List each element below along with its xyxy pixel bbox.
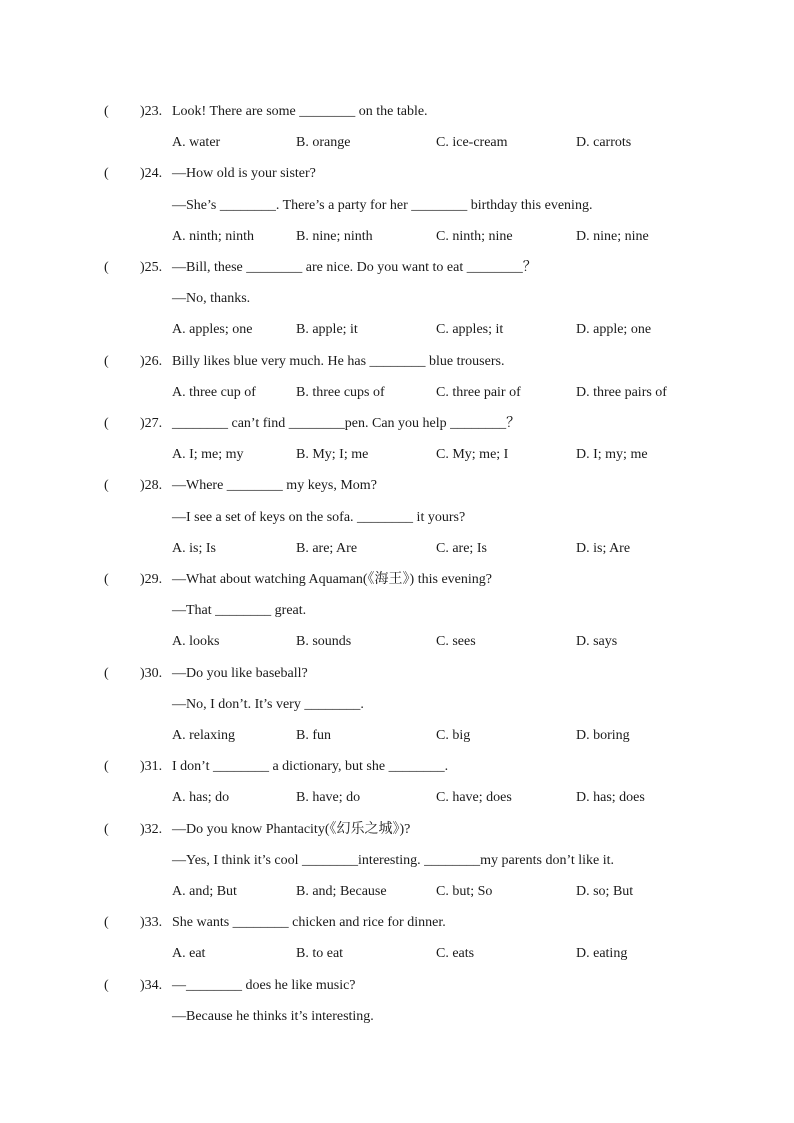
question-number: )27. — [140, 416, 163, 431]
option-c[interactable]: C. sees — [436, 634, 476, 650]
question-number: )26. — [140, 353, 163, 369]
answer-paren-open[interactable]: ( — [104, 665, 109, 681]
option-c[interactable]: C. eats — [436, 946, 475, 962]
question-number: )32. — [140, 821, 163, 837]
option-b[interactable]: B. nine; ninth — [296, 228, 373, 244]
question-number: )29. — [140, 572, 163, 587]
answer-paren-open[interactable]: ( — [104, 977, 109, 993]
question-number: )24. — [140, 166, 163, 182]
question-text: —I see a set of keys on the sofa. ________ it yours? — [172, 509, 466, 525]
option-d[interactable]: D. boring — [576, 728, 630, 743]
answer-paren-open[interactable]: ( — [104, 821, 109, 837]
option-d[interactable]: D. has; does — [576, 790, 645, 806]
option-b[interactable]: B. fun — [296, 728, 331, 743]
question-text: —Do you know Phantacity(《幻乐之城》)? — [172, 821, 411, 837]
option-b[interactable]: B. to eat — [296, 946, 344, 962]
option-d[interactable]: D. apple; one — [576, 322, 652, 338]
option-a[interactable]: A. I; me; my — [172, 447, 244, 463]
option-a[interactable]: A. apples; one — [172, 322, 253, 338]
question-number: )25. — [140, 260, 163, 275]
option-c[interactable]: C. big — [436, 728, 471, 743]
question-text: —No, thanks. — [172, 291, 251, 307]
option-a[interactable]: A. has; do — [172, 790, 230, 806]
option-a[interactable]: A. relaxing — [172, 728, 235, 743]
option-d[interactable]: D. eating — [576, 946, 628, 962]
option-c[interactable]: C. have; does — [436, 790, 512, 806]
question-text: ________ can’t find ________pen. Can you help ________？ — [172, 416, 521, 431]
question-number: )23. — [140, 104, 163, 119]
question-text: —She’s ________. There’s a party for her ________ birthday this evening. — [172, 197, 593, 213]
question-number: )30. — [140, 665, 163, 681]
option-a[interactable]: A. ninth; ninth — [172, 228, 255, 244]
option-d[interactable]: D. nine; nine — [576, 228, 649, 244]
option-b[interactable]: B. sounds — [296, 634, 352, 650]
answer-paren-open[interactable]: ( — [104, 166, 109, 182]
question-number: )28. — [140, 478, 163, 494]
option-a[interactable]: A. water — [172, 135, 221, 151]
answer-paren-open[interactable]: ( — [104, 478, 109, 494]
question-text: —Yes, I think it’s cool ________interesting. ________my parents don’t like it. — [172, 852, 615, 868]
option-c[interactable]: C. My; me; I — [436, 447, 509, 463]
answer-paren-open[interactable]: ( — [104, 416, 109, 431]
option-b[interactable]: B. three cups of — [296, 384, 385, 400]
option-a[interactable]: A. eat — [172, 946, 206, 962]
question-number: )31. — [140, 759, 163, 775]
answer-paren-open[interactable]: ( — [104, 915, 109, 931]
option-a[interactable]: A. is; Is — [172, 540, 216, 556]
question-text: —Where ________ my keys, Mom? — [172, 478, 377, 494]
question-text: —Because he thinks it’s interesting. — [172, 1008, 374, 1024]
option-a[interactable]: A. and; But — [172, 884, 237, 899]
option-a[interactable]: A. looks — [172, 634, 220, 650]
question-text: She wants ________ chicken and rice for dinner. — [172, 915, 446, 931]
option-c[interactable]: C. ninth; nine — [436, 228, 513, 244]
option-a[interactable]: A. three cup of — [172, 384, 256, 400]
question-text: —How old is your sister? — [172, 166, 316, 182]
option-d[interactable]: D. carrots — [576, 135, 632, 151]
option-d[interactable]: D. three pairs of — [576, 384, 667, 400]
answer-paren-open[interactable]: ( — [104, 572, 109, 587]
option-d[interactable]: D. I; my; me — [576, 447, 648, 463]
question-text: —Do you like baseball? — [172, 665, 308, 681]
question-text: —What about watching Aquaman(《海王》) this evening? — [172, 572, 492, 587]
question-text: Look! There are some ________ on the table. — [172, 104, 428, 119]
option-d[interactable]: D. is; Are — [576, 540, 631, 556]
option-b[interactable]: B. have; do — [296, 790, 361, 806]
question-text: —That ________ great. — [172, 603, 307, 619]
option-d[interactable]: D. says — [576, 634, 618, 650]
option-b[interactable]: B. apple; it — [296, 322, 358, 338]
option-b[interactable]: B. orange — [296, 135, 351, 151]
option-b[interactable]: B. and; Because — [296, 884, 387, 899]
question-text: —________ does he like music? — [172, 977, 356, 993]
question-text: —Bill, these ________ are nice. Do you want to eat ________？ — [172, 260, 537, 275]
question-text: I don’t ________ a dictionary, but she ________. — [172, 759, 449, 775]
option-c[interactable]: C. are; Is — [436, 540, 487, 556]
option-c[interactable]: C. but; So — [436, 884, 493, 899]
answer-paren-open[interactable]: ( — [104, 759, 109, 775]
answer-paren-open[interactable]: ( — [104, 260, 109, 275]
option-c[interactable]: C. three pair of — [436, 384, 521, 400]
option-d[interactable]: D. so; But — [576, 884, 634, 899]
option-c[interactable]: C. apples; it — [436, 322, 504, 338]
question-number: )33. — [140, 915, 163, 931]
option-c[interactable]: C. ice-cream — [436, 135, 508, 151]
answer-paren-open[interactable]: ( — [104, 353, 109, 369]
answer-paren-open[interactable]: ( — [104, 104, 109, 119]
option-b[interactable]: B. are; Are — [296, 540, 358, 556]
option-b[interactable]: B. My; I; me — [296, 447, 369, 463]
question-text: —No, I don’t. It’s very ________. — [172, 696, 364, 712]
question-text: Billy likes blue very much. He has ________ blue trousers. — [172, 353, 505, 369]
question-number: )34. — [140, 977, 163, 993]
